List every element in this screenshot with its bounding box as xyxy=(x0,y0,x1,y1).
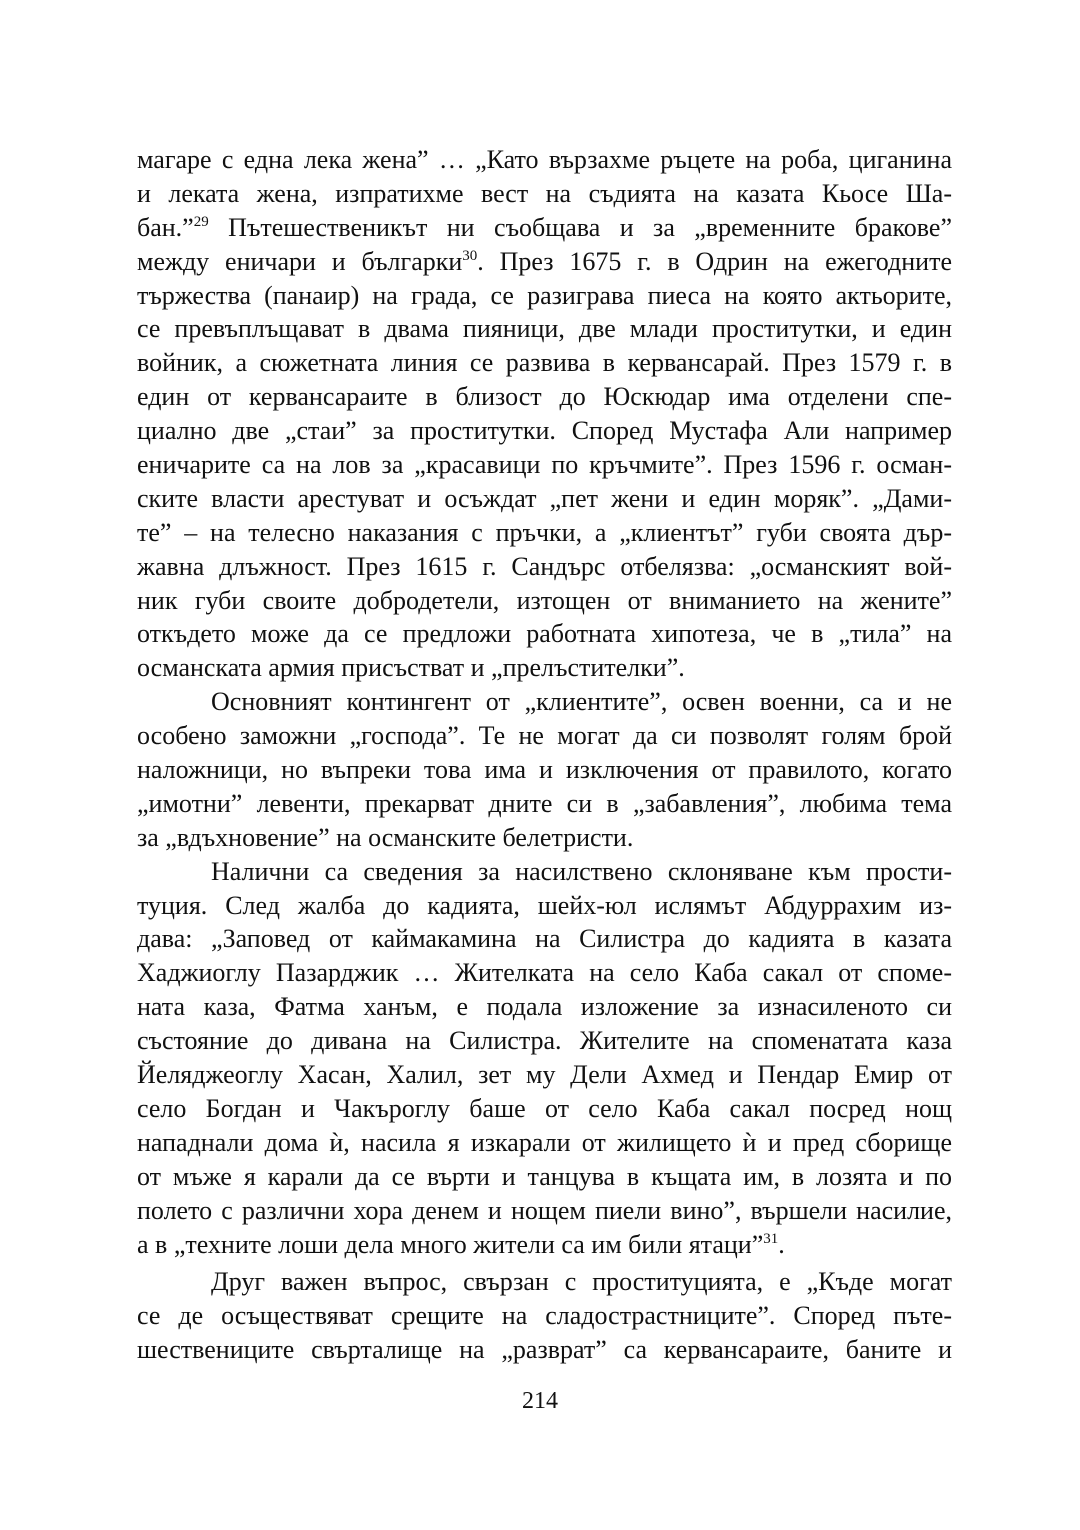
text-line: откъдето може да се предложи работната хипотеза, че в „тила” на xyxy=(137,619,952,649)
text-fragment: . xyxy=(778,1229,785,1259)
text-line: и леката жена, изпратихме вест на съдията на казата Кьосе Ша- xyxy=(137,178,952,208)
text-line: Основният контингент от „клиентите”, освен военни, са и не xyxy=(211,687,952,717)
text-line: за „вдъхновение” на османските белетристи. xyxy=(137,822,634,852)
text-fragment: . През 1675 г. в Одрин на ежегодните xyxy=(477,246,952,276)
text-fragment: бан.” xyxy=(137,212,194,242)
text-line: ските власти арестуват и осъждат „пет жени и един моряк”. „Дами- xyxy=(137,483,952,513)
text-fragment: Пътешественикът ни съобщава и за „временните бракове” xyxy=(228,212,952,242)
text-line: ник губи своите добродетели, изтощен от вниманието на жените” xyxy=(137,585,952,615)
text-line: нападнали дома ѝ, насила я изкарали от жилището ѝ и пред сборище xyxy=(137,1127,952,1157)
paragraph xyxy=(137,143,952,685)
text-line: особено заможни „господа”. Те не могат да си позволят голям брой xyxy=(137,721,952,751)
text-line: „имотни” левенти, прекарват дните си в „забавления”, любима тема xyxy=(137,788,952,818)
text-line: еничарите са на лов за „красавици по кръчмите”. През 1596 г. осман- xyxy=(137,450,952,480)
text-line: жавна длъжност. През 1615 г. Сандърс отбелязва: „османският вой- xyxy=(137,551,952,581)
text-line: един от кервансараите в близост до Юскюдар има отделени спе- xyxy=(137,382,952,412)
text-line: шествениците свърталище на „разврат” са кервансараите, баните и xyxy=(137,1335,952,1365)
text-line: се превъплъщават в двама пияници, две млади проститутки, и един xyxy=(137,314,952,344)
text-line: Налични са сведения за насилствено склоняване към прости- xyxy=(211,856,952,886)
page-number: 214 xyxy=(522,1388,558,1414)
text-line xyxy=(137,245,952,279)
text-line: ната каза, Фатма ханъм, е подала изложение за изнасиленото си xyxy=(137,992,952,1022)
text-line: полето с различни хора денем и нощем пиели вино”, вършели насилие, xyxy=(137,1195,952,1225)
text-line: Йеляджеоглу Хасан, Халил, зет му Дели Ахмед и Пендар Емир от xyxy=(137,1060,952,1090)
text-line: състояние до дивана на Силистра. Жителите на споменатата каза xyxy=(137,1026,952,1056)
text-line: дава: „Заповед от каймакамина на Силистра до кадията в казата xyxy=(137,924,952,954)
text-line: се де осъществяват срещите на сладострастниците”. Според пъте- xyxy=(137,1301,952,1331)
text-fragment: а в „техните лоши дела много жители са им били ятаци” xyxy=(137,1229,764,1259)
text-line: циално две „стаи” за проститутки. Според Мустафа Али например xyxy=(137,416,952,446)
text-line: Хаджиоглу Пазарджик … Жителката на село Каба сакал от споме- xyxy=(137,958,952,988)
paragraph xyxy=(137,685,952,854)
text-fragment: между еничари и българки xyxy=(137,246,463,276)
footnote-ref: 31 xyxy=(763,1230,779,1247)
text-line: туция. След жалба до кадията, шейх-юл ислямът Абдуррахим из- xyxy=(137,890,952,920)
text-line xyxy=(137,1228,952,1262)
text-line: наложници, но въпреки това има и изключения от правилото, когато xyxy=(137,755,952,785)
text-line: войник, а сюжетната линия се развива в кервансарай. През 1579 г. в xyxy=(137,348,952,378)
text-line: магаре с една лека жена” … „Като вързахме ръцете на роба, циганина xyxy=(137,145,952,174)
text-line: от мъже я карали да се върти и танцува в къщата им, в лозята и по xyxy=(137,1161,952,1191)
paragraph xyxy=(137,1265,952,1367)
text-line: османската армия присъстват и „прелъстителки”. xyxy=(137,653,685,683)
text-line: те” – на телесно наказания с пръчки, а „клиентът” губи своята дър- xyxy=(137,517,952,547)
text-line xyxy=(137,211,952,245)
text-line: село Богдан и Чакъроглу баше от село Каба сакал посред нощ xyxy=(137,1093,952,1123)
text-line: Друг важен въпрос, свързан с проституцията, е „Къде могат xyxy=(211,1267,952,1297)
footnote-ref: 30 xyxy=(462,247,478,264)
footnote-ref: 29 xyxy=(193,213,209,230)
paragraph xyxy=(137,855,952,1262)
body-text xyxy=(137,143,952,1367)
text-line: тържества (панаир) на града, се разиграва пиеса на която актьорите, xyxy=(137,280,952,310)
